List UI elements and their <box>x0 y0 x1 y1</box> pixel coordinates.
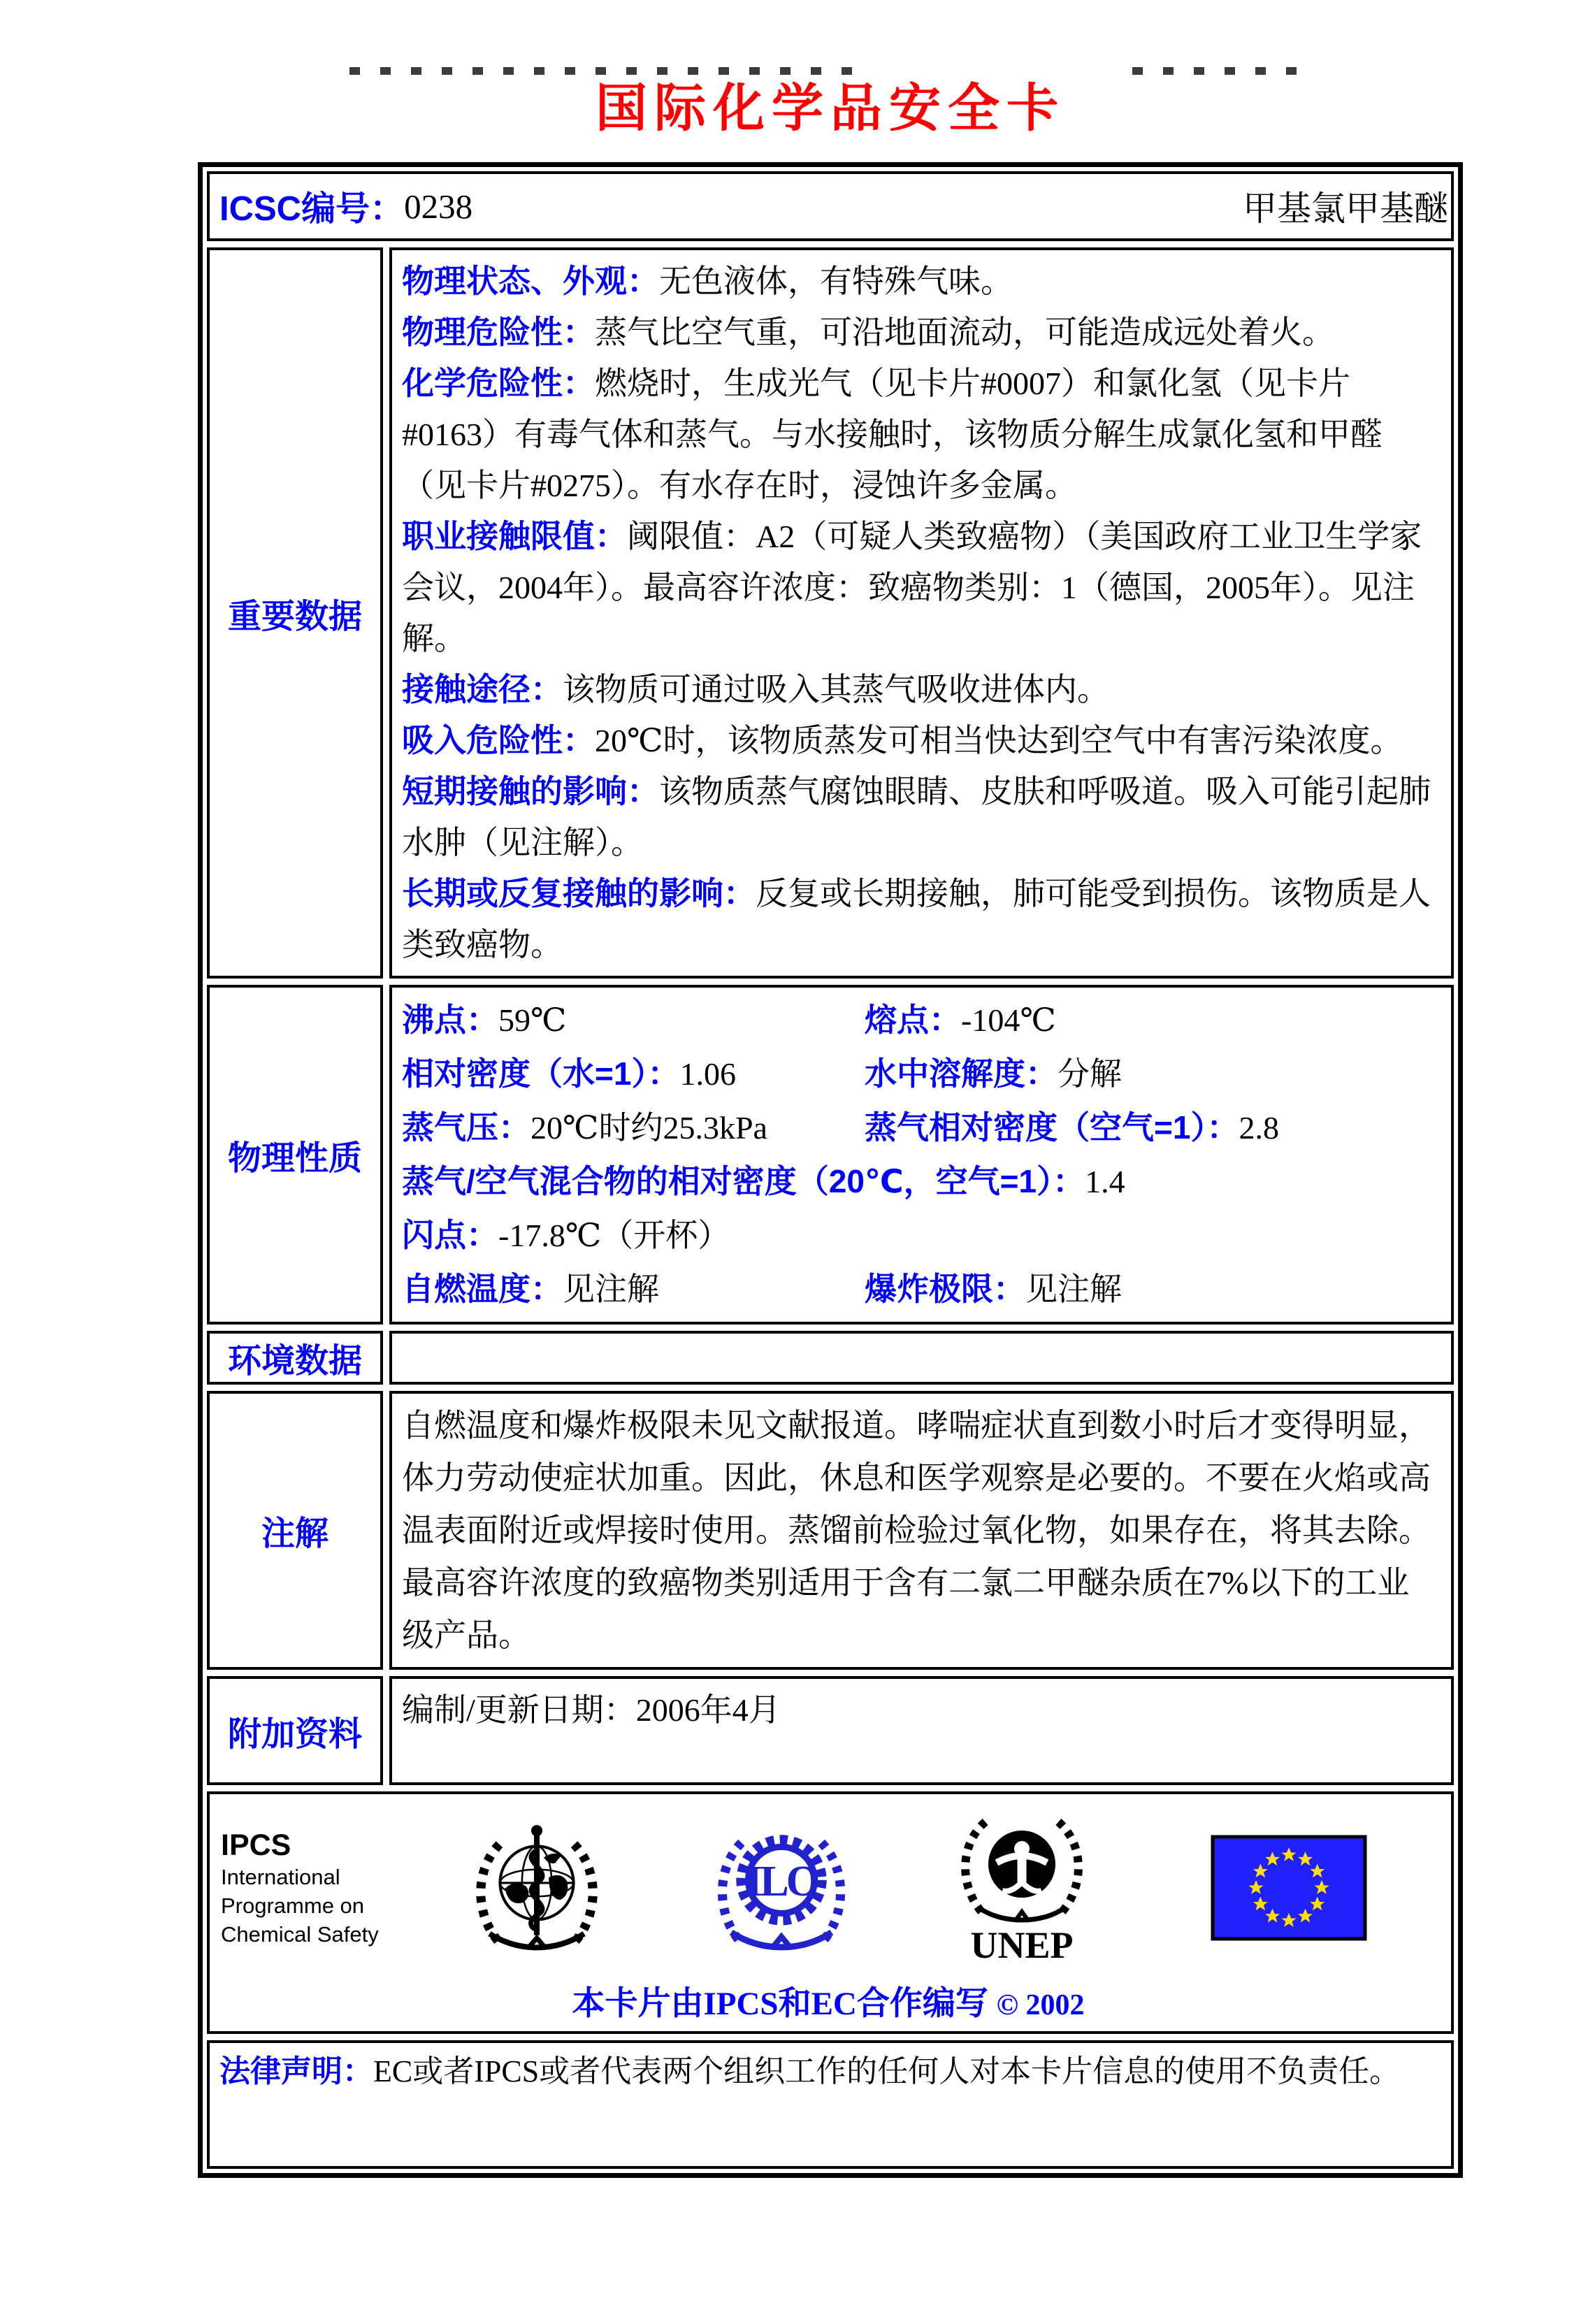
field-label: 熔点： <box>865 1002 961 1038</box>
section-important-data <box>207 247 1454 979</box>
icsc-number-label: ICSC编号： <box>219 190 405 228</box>
field-text: 无色液体，有特殊气味。 <box>659 264 1013 299</box>
field-label: 蒸气相对密度（空气=1）： <box>865 1109 1239 1146</box>
field-text: 2.8 <box>1239 1110 1279 1146</box>
field-text: 分解 <box>1058 1056 1122 1092</box>
update-date-value: 2006年4月 <box>635 1692 781 1728</box>
field-label: 水中溶解度： <box>865 1055 1058 1092</box>
ipcs-text-block <box>221 1828 410 1949</box>
logo-strip <box>221 1805 1436 1970</box>
field-label: 物理危险性： <box>402 314 595 350</box>
logos-cell <box>207 1791 1454 2034</box>
section-label-physical-properties: 物理性质 <box>207 985 383 1325</box>
who-logo-icon <box>470 1821 604 1955</box>
field-text: 1.4 <box>1085 1164 1125 1199</box>
field-text: 该物质可通过吸入其蒸气吸收进体内。 <box>563 672 1109 707</box>
ipcs-acronym: IPCS <box>221 1828 291 1862</box>
field-label: 蒸气压： <box>402 1109 531 1146</box>
copyright-text: © 2002 <box>996 1989 1085 2021</box>
field-physical-hazard <box>402 307 1441 358</box>
legal-cell <box>207 2040 1454 2169</box>
field-label: 物理状态、外观： <box>402 263 659 299</box>
section-additional-info <box>207 1676 1454 1785</box>
legal-label: 法律声明： <box>219 2054 373 2088</box>
important-data-content <box>389 247 1454 979</box>
physical-properties-content <box>389 985 1454 1325</box>
environmental-data-content <box>389 1331 1454 1385</box>
prop-line <box>402 1208 1441 1262</box>
ipcs-line: International <box>221 1864 340 1889</box>
prop-line <box>402 1262 1441 1316</box>
field-text: 20℃时约25.3kPa <box>531 1110 767 1146</box>
field-text: 见注解 <box>1025 1271 1122 1307</box>
field-physical-state <box>402 256 1441 307</box>
field-label: 化学危险性： <box>402 365 595 401</box>
ipcs-line: Programme on <box>221 1893 365 1918</box>
field-inhalation-risk <box>402 715 1441 766</box>
field-label: 相对密度（水=1）： <box>402 1055 680 1092</box>
section-label-important-data: 重要数据 <box>207 247 383 979</box>
field-label: 自燃温度： <box>402 1271 563 1307</box>
prop-line <box>402 1047 1441 1101</box>
clipped-header-text-remnant <box>349 67 870 75</box>
field-occupational-limits <box>402 511 1441 664</box>
section-label-additional-info: 附加资料 <box>207 1676 383 1785</box>
field-text: 阈限值：A2（可疑人类致癌物）（美国政府工业卫生学家会议，2004年）。最高容许浓度：致癌物类别：1（德国，2005年）。见注解。 <box>402 519 1422 656</box>
field-chemical-hazard <box>402 358 1441 511</box>
section-notes <box>207 1391 1454 1670</box>
field-text: 20℃时，该物质蒸发可相当快达到空气中有害污染浓度。 <box>595 723 1403 758</box>
section-label-environmental-data: 环境数据 <box>207 1331 383 1385</box>
prop-line <box>402 993 1441 1047</box>
field-label: 接触途径： <box>402 671 563 707</box>
ilo-logo-icon <box>714 1821 849 1955</box>
cooperation-caption <box>221 1977 1436 2024</box>
field-long-term-effects <box>402 868 1441 970</box>
field-label: 职业接触限值： <box>402 518 627 554</box>
additional-info-content <box>389 1676 1454 1785</box>
notes-content: 自燃温度和爆炸极限未见文献报道。哮喘症状直到数小时后才变得明显，体力劳动使症状加重。因此，休息和医学观察是必要的。不要在火焰或高温表面附近或焊接时使用。蒸馏前检验过氧化物，如果存在，将其去除。最高容许浓度的致癌物类别适用于含有二氯二甲醚杂质在7%以下的工业级产品。 <box>389 1391 1454 1670</box>
legal-row <box>207 2040 1454 2169</box>
field-text: 该物质蒸气腐蚀眼睛、皮肤和呼吸道。吸入可能引起肺水肿（见注解）。 <box>402 774 1431 860</box>
field-text: 反复或长期接触，肺可能受到损伤。该物质是人类致癌物。 <box>402 876 1431 962</box>
unep-logo-icon <box>960 1805 1083 1970</box>
header-cell <box>207 171 1454 241</box>
field-label: 闪点： <box>402 1217 498 1253</box>
unep-label: UNEP <box>970 1924 1074 1966</box>
field-label: 长期或反复接触的影响： <box>402 875 756 911</box>
field-label: 沸点： <box>402 1002 498 1038</box>
field-text: -104℃ <box>961 1002 1056 1038</box>
logos-row <box>207 1791 1454 2034</box>
legal-text: EC或者IPCS或者代表两个组织工作的任何人对本卡片信息的使用不负责任。 <box>373 2054 1401 2088</box>
field-text: -17.8℃（开杯） <box>498 1218 730 1253</box>
field-exposure-routes <box>402 664 1441 715</box>
field-short-term-effects <box>402 766 1441 868</box>
section-physical-properties <box>207 985 1454 1325</box>
ipcs-line: Chemical Safety <box>221 1921 379 1947</box>
safety-card-table <box>198 162 1463 2178</box>
header-row <box>207 171 1454 241</box>
field-text: 蒸气比空气重，可沿地面流动，可能造成远处着火。 <box>595 315 1334 350</box>
prop-line <box>402 1155 1441 1208</box>
field-text: 见注解 <box>563 1271 659 1307</box>
field-text: 燃烧时，生成光气（见卡片#0007）和氯化氢（见卡片#0163）有毒气体和蒸气。与水接触时，该物质分解生成氯化氢和甲醛（见卡片#0275）。有水存在时，浸蚀许多金属。 <box>402 366 1383 503</box>
field-label: 短期接触的影响： <box>402 773 659 809</box>
field-label: 蒸气/空气混合物的相对密度（20℃，空气=1）： <box>402 1163 1085 1199</box>
svg-text:ILO: ILO <box>745 1856 818 1906</box>
chemical-name: 甲基氯甲基醚 <box>1242 189 1448 228</box>
section-environmental-data <box>207 1331 1454 1385</box>
field-text: 59℃ <box>498 1002 567 1038</box>
update-date-label: 编制/更新日期： <box>402 1692 636 1728</box>
field-label: 爆炸极限： <box>865 1271 1025 1307</box>
field-label: 吸入危险性： <box>402 722 595 758</box>
caption-text: 本卡片由IPCS和EC合作编写 <box>572 1986 988 2022</box>
icsc-number-value: 0238 <box>404 187 473 226</box>
page-title: 国际化学品安全卡 <box>596 80 1065 138</box>
eu-flag-icon <box>1211 1835 1367 1941</box>
field-text: 1.06 <box>679 1056 736 1092</box>
prop-line <box>402 1101 1441 1155</box>
clipped-header-text-remnant <box>1132 67 1304 75</box>
section-label-notes: 注解 <box>207 1391 383 1670</box>
